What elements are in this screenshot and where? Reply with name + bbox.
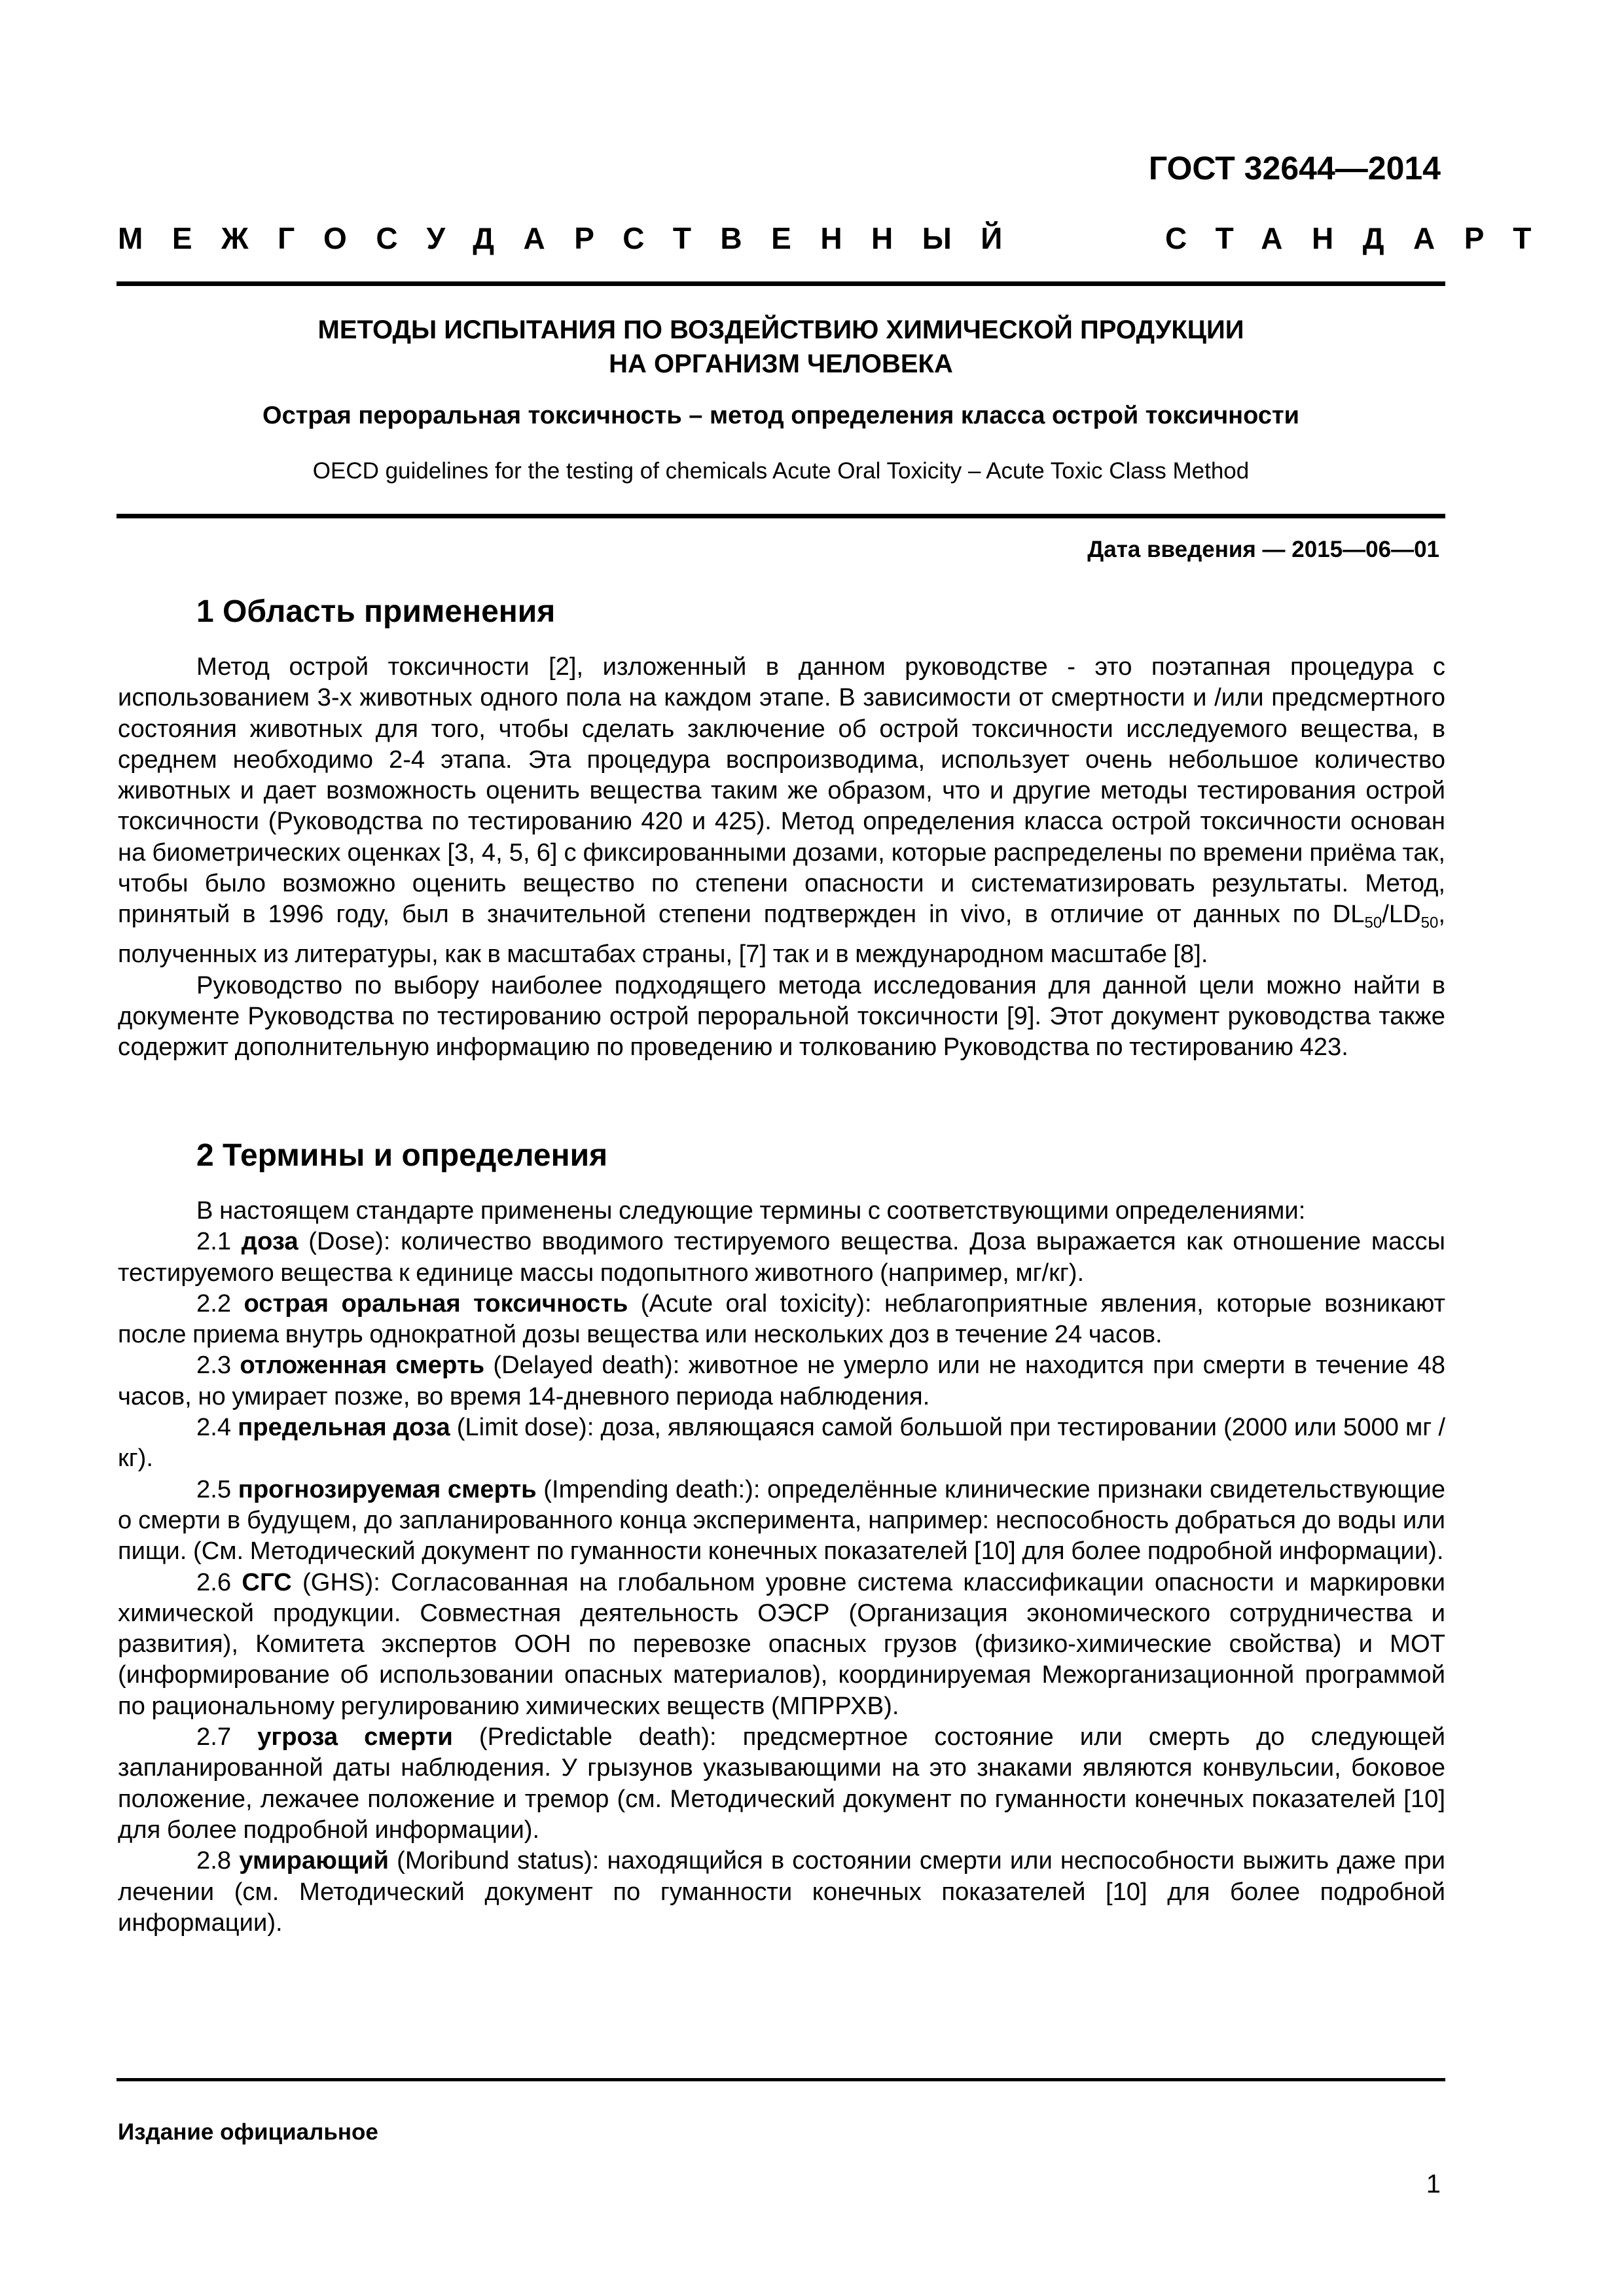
introduction-date: Дата введения — 2015—06—01 — [1087, 537, 1439, 562]
page-number: 1 — [1426, 2170, 1441, 2198]
title-line-2: НА ОРГАНИЗМ ЧЕЛОВЕКА — [609, 350, 953, 378]
document-title — [117, 313, 1445, 381]
term-2-5: 2.5 прогнозируемая смерть (Impending death:): определённые клинические признаки свидетельствующие о смерти в будущем, до запланированного конца эксперимента, например: неспособность добраться до воды или пищи. (См. Методический документ по гуманности конечных показателей [10] для более подробной информации). — [118, 1475, 1445, 1566]
term-2-6: 2.6 СГС (GHS): Согласованная на глобальном уровне система классификации опасности и маркировки химической продукции. Совместная деятельность ОЭСР (Организация экономического сотрудничества и развития), Комитета экспертов ООН по перевозке опасных грузов (физико-химические свойства) и МОТ (информирование об использовании опасных материалов), координируемая Межорганизационной программой по рациональному регулированию химических веществ (МПРРХВ). — [118, 1568, 1445, 1720]
top-divider — [117, 281, 1445, 286]
section-1-paragraph-1: Метод острой токсичности [2], изложенный в данном руководстве - это поэтапная процедура с использованием 3-х животных одного пола на каждом этапе. В зависимости от смертности и /или предсмертного состояния животных для того, чтобы сделать заключение об острой токсичности исследуемого вещества, в среднем необходимо 2-4 этапа. Эта процедура воспроизводима, использует очень небольшое количество животных и дает возможность оценить вещества таким же образом, что и другие методы тестирования острой токсичности (Руководства по тестированию 420 и 425). Метод определения класса острой токсичности основан на биометрических оценках [3, 4, 5, 6] с фиксированными дозами, которые распределены по времени приёма так, чтобы было возможно оценить вещество по степени опасности и систематизировать результаты. Метод, принятый в 1996 году, был в значительной степени подтвержден in vivo, в отличие от данных по $DL_{50}/LD_{50}$, полученных из литературы, как в масштабах страны, [7] так и в международном масштабе [8]. — [118, 653, 1445, 969]
title-line-1: МЕТОДЫ ИСПЫТАНИЯ ПО ВОЗДЕЙСТВИЮ ХИМИЧЕСКОЙ ПРОДУКЦИИ — [317, 315, 1244, 344]
official-edition-label: Издание официальное — [118, 2119, 378, 2145]
footer-divider — [117, 2078, 1445, 2081]
term-2-7: 2.7 угроза смерти (Predictable death): предсмертное состояние или смерть до следующей запланированной даты наблюдения. У грызунов указывающими на это знаками являются конвульсии, боковое положение, лежачее положение и тремор (см. Методический документ по гуманности конечных показателей [10] для более подробной информации). — [118, 1723, 1445, 1844]
title-divider — [117, 514, 1445, 518]
standard-word: СТАНДАРТ — [1165, 221, 1561, 255]
document-subtitle: Острая пероральная токсичность – метод определения класса острой токсичности — [262, 402, 1299, 429]
term-2-3: 2.3 отложенная смерть (Delayed death): животное не умерло или не находится при смерти в течение 48 часов, но умирает позже, во время 14-дневного периода наблюдения. — [118, 1351, 1445, 1410]
section-2-intro: В настоящем стандарте применены следующие термины с соответствующими определениями: — [196, 1196, 1306, 1225]
section-1-paragraph-2: Руководство по выбору наиболее подходящего метода исследования для данной цели можно найти в документе Руководства по тестированию острой пероральной токсичности [9]. Этот документ руководства также содержит дополнительную информацию по проведению и толкованию Руководства по тестированию 423. — [118, 971, 1445, 1062]
section-1-heading: 1 Область применения — [196, 594, 556, 629]
english-title: OECD guidelines for the testing of chemicals Acute Oral Toxicity – Acute Toxic Class Method — [312, 458, 1250, 484]
document-designation: ГОСТ 32644—2014 — [1148, 150, 1441, 187]
term-2-1: 2.1 доза (Dose): количество вводимого тестируемого вещества. Доза выражается как отношение массы тестируемого вещества к единице массы подопытного животного (например, мг/кг). — [118, 1227, 1445, 1287]
term-2-4: 2.4 предельная доза (Limit dose): доза, являющаяся самой большой при тестировании (2000 или 5000 мг / кг). — [118, 1413, 1445, 1473]
section-2-heading: 2 Термины и определения — [196, 1138, 608, 1173]
term-2-8: 2.8 умирающий (Moribund status): находящийся в состоянии смерти или неспособности выжить даже при лечении (см. Методический документ по гуманности конечных показателей [10] для более подробной информации). — [118, 1846, 1445, 1937]
section-2-body — [118, 1195, 1445, 1938]
interstate-word: МЕЖГОСУДАРСТВЕННЫЙ — [118, 221, 1032, 255]
section-1-body — [118, 651, 1445, 1063]
term-2-2: 2.2 острая оральная токсичность (Acute oral toxicity): неблагоприятные явления, которые возникают после приема внутрь однократной дозы вещества или нескольких доз в течение 24 часов. — [118, 1289, 1445, 1349]
